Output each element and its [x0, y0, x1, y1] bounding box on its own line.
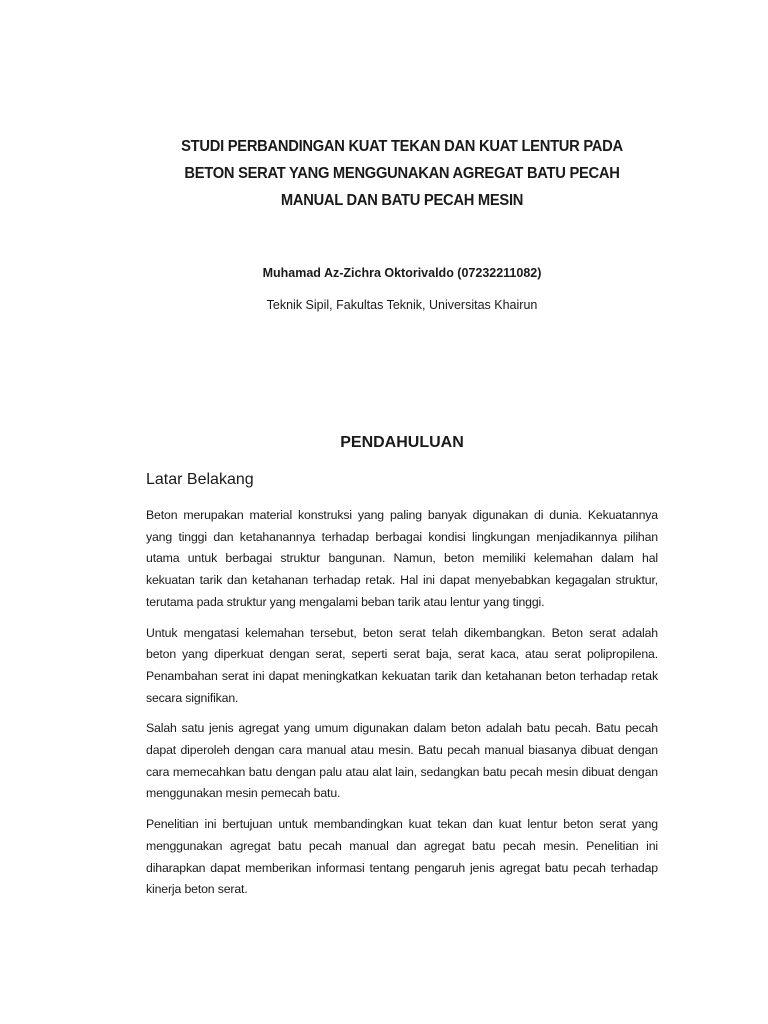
paragraph: Salah satu jenis agregat yang umum digunakan dalam beton adalah batu pecah. Batu pecah dapat diperoleh dengan cara manual atau mesin. Batu pecah manual biasanya dibuat dengan cara memecahkan batu dengan palu atau alat lain, sedangkan batu pecah mesin dibuat dengan menggunakan mesin pemecah batu.	[146, 721, 658, 801]
title-line: BETON SERAT YANG MENGGUNAKAN AGREGAT BATU PECAH	[184, 165, 620, 182]
subsection-heading: Latar Belakang	[146, 471, 254, 488]
paragraph: Penelitian ini bertujuan untuk membandingkan kuat tekan dan kuat lentur beton serat yang menggunakan agregat batu pecah manual dan agregat batu pecah mesin. Penelitian ini diharapkan dapat memberikan informasi tentang pengaruh jenis agregat batu pecah terhadap kinerja beton serat.	[146, 817, 658, 897]
author-affiliation: Teknik Sipil, Fakultas Teknik, Universitas Khairun	[266, 298, 538, 312]
title-line: MANUAL DAN BATU PECAH MESIN	[280, 192, 524, 209]
paragraph: Beton merupakan material konstruksi yang paling banyak digunakan di dunia. Kekuatannya yang tinggi dan ketahanannya terhadap berbagai kondisi lingkungan menjadikannya pilihan utama untuk berbagai struktur bangunan. Namun, beton memiliki kelemahan dalam hal kekuatan tarik dan ketahanan terhadap retak. Hal ini dapat menyebabkan kegagalan struktur, terutama pada struktur yang mengalami beban tarik atau lentur yang tinggi.	[146, 508, 658, 609]
paragraph: Untuk mengatasi kelemahan tersebut, beton serat telah dikembangkan. Beton serat adalah beton yang diperkuat dengan serat, seperti serat baja, serat kaca, atau serat polipropilena. Penambahan serat ini dapat meningkatkan kekuatan tarik dan ketahanan beton terhadap retak secara signifikan.	[146, 625, 658, 705]
body-text	[146, 505, 658, 910]
author-name: Muhamad Az-Zichra Oktorivaldo (07232211082)	[262, 266, 542, 280]
title-line: STUDI PERBANDINGAN KUAT TEKAN DAN KUAT LENTUR PADA	[181, 138, 623, 155]
document-title	[170, 133, 634, 214]
section-heading: PENDAHULUAN	[340, 434, 464, 451]
